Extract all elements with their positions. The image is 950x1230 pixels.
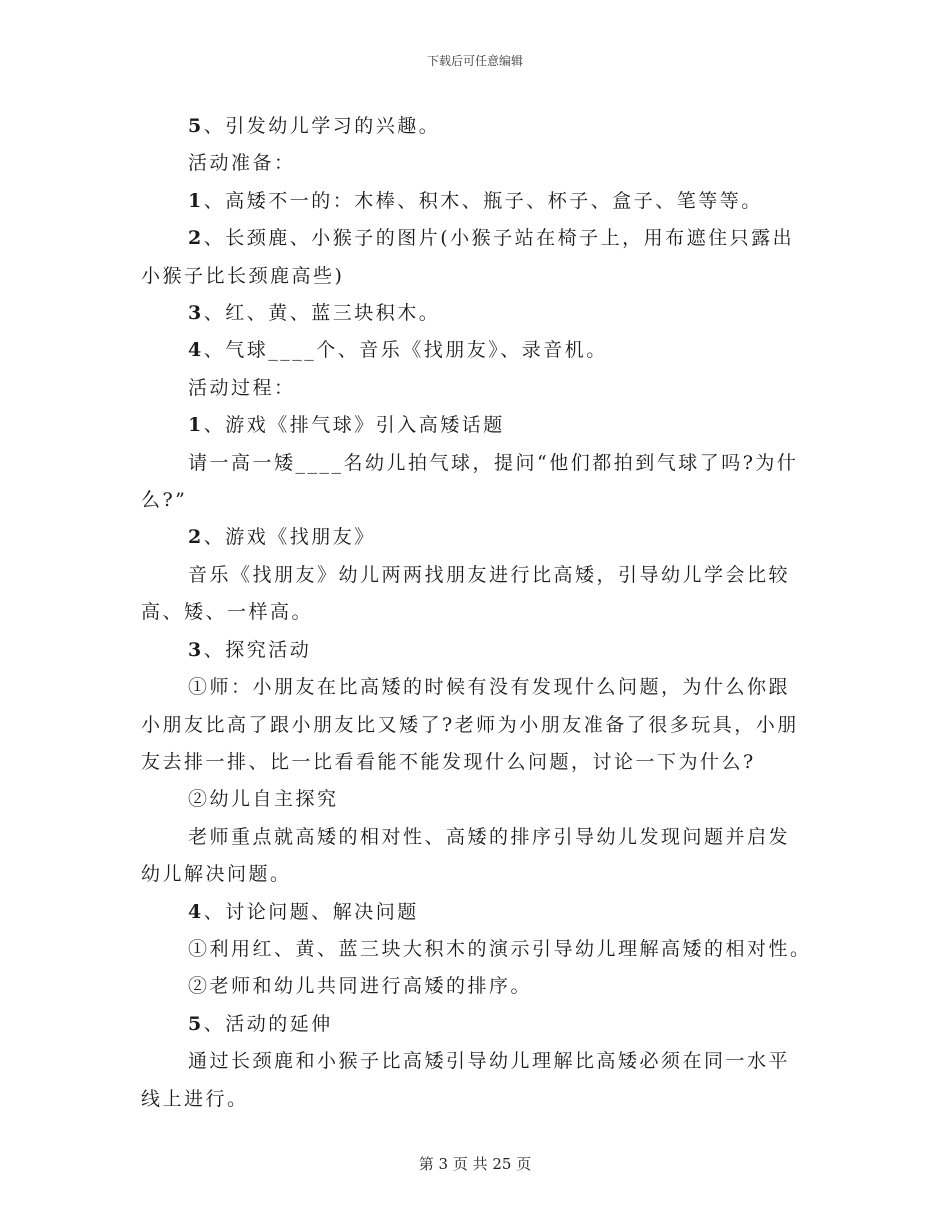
- line-text: 活动准备：: [188, 152, 296, 175]
- text-line: [141, 445, 811, 482]
- text-line: [141, 1006, 811, 1043]
- item-number: 1: [188, 189, 204, 212]
- text-line: [141, 183, 811, 220]
- text-line: [141, 1043, 811, 1080]
- item-number: 2: [188, 526, 204, 549]
- text-line: [141, 968, 811, 1005]
- text-line: [141, 931, 811, 968]
- item-number: 4: [188, 900, 204, 923]
- text-line: [141, 220, 811, 257]
- line-text: 、高矮不一的：木棒、积木、瓶子、杯子、盒子、笔等等。: [203, 189, 763, 212]
- text-line: [141, 707, 811, 744]
- line-text: 小猴子比长颈鹿高些): [141, 264, 345, 287]
- text-line: [141, 1081, 811, 1118]
- line-text: ②老师和幼儿共同进行高矮的排序。: [188, 975, 533, 998]
- text-line: [141, 819, 811, 856]
- line-text: 、讨论问题、解决问题: [203, 900, 419, 923]
- item-number: 3: [188, 302, 204, 325]
- line-text: 通过长颈鹿和小猴子比高矮引导幼儿理解比高矮必须在同一水平: [188, 1050, 791, 1073]
- item-number: 3: [188, 638, 204, 661]
- text-line: [141, 594, 811, 631]
- text-line: [141, 258, 811, 295]
- line-text: 、游戏《排气球》引入高矮话题: [203, 414, 505, 437]
- line-text: 小朋友比高了跟小朋友比又矮了?老师为小朋友准备了很多玩具，小朋: [141, 713, 799, 736]
- line-text: ①师：小朋友在比高矮的时候有没有发现什么问题，为什么你跟: [188, 676, 791, 699]
- text-line: [141, 744, 811, 781]
- line-text: 、探究活动: [203, 638, 312, 661]
- text-line: [141, 632, 811, 669]
- item-number: 5: [188, 1012, 204, 1035]
- line-text: 音乐《找朋友》幼儿两两找朋友进行比高矮，引导幼儿学会比较: [188, 563, 791, 586]
- line-text: 么?”: [141, 489, 188, 512]
- text-line: [141, 557, 811, 594]
- line-text: 、红、黄、蓝三块积木。: [203, 302, 441, 325]
- text-line: [141, 295, 811, 332]
- item-number: 2: [188, 227, 204, 250]
- text-line: [141, 370, 811, 407]
- page-footer: 第 3 页 共 25 页: [418, 1155, 532, 1173]
- line-text: 、气球____个、音乐《找朋友》、录音机。: [203, 339, 608, 362]
- page-body: [141, 108, 811, 1118]
- line-text: ②幼儿自主探究: [188, 788, 339, 811]
- line-text: 高、矮、一样高。: [141, 601, 314, 624]
- line-text: 请一高一矮____名幼儿拍气球，提问“他们都拍到气球了吗?为什: [188, 451, 799, 474]
- line-text: 线上进行。: [141, 1087, 249, 1110]
- item-number: 4: [188, 339, 204, 362]
- line-text: 、长颈鹿、小猴子的图片(小猴子站在椅子上，用布遮住只露出: [203, 227, 795, 250]
- line-text: 活动过程：: [188, 376, 296, 399]
- line-text: 、游戏《找朋友》: [203, 526, 376, 549]
- text-line: [141, 482, 811, 519]
- item-number: 1: [188, 414, 204, 437]
- text-line: [141, 781, 811, 818]
- line-text: 、活动的延伸: [203, 1012, 333, 1035]
- line-text: 老师重点就高矮的相对性、高矮的排序引导幼儿发现问题并启发: [188, 825, 791, 848]
- text-line: [141, 894, 811, 931]
- page-header: 下载后可任意编辑: [426, 54, 523, 68]
- text-line: [141, 407, 811, 444]
- line-text: 幼儿解决问题。: [141, 863, 292, 886]
- text-line: [141, 332, 811, 369]
- text-line: [141, 856, 811, 893]
- text-line: [141, 145, 811, 182]
- text-line: [141, 108, 811, 145]
- item-number: 5: [188, 115, 204, 137]
- text-line: [141, 669, 811, 706]
- line-text: 、引发幼儿学习的兴趣。: [203, 115, 441, 137]
- line-text: 友去排一排、比一比看看能不能发现什么问题，讨论一下为什么?: [141, 750, 756, 773]
- line-text: ①利用红、黄、蓝三块大积木的演示引导幼儿理解高矮的相对性。: [188, 937, 812, 960]
- text-line: [141, 519, 811, 556]
